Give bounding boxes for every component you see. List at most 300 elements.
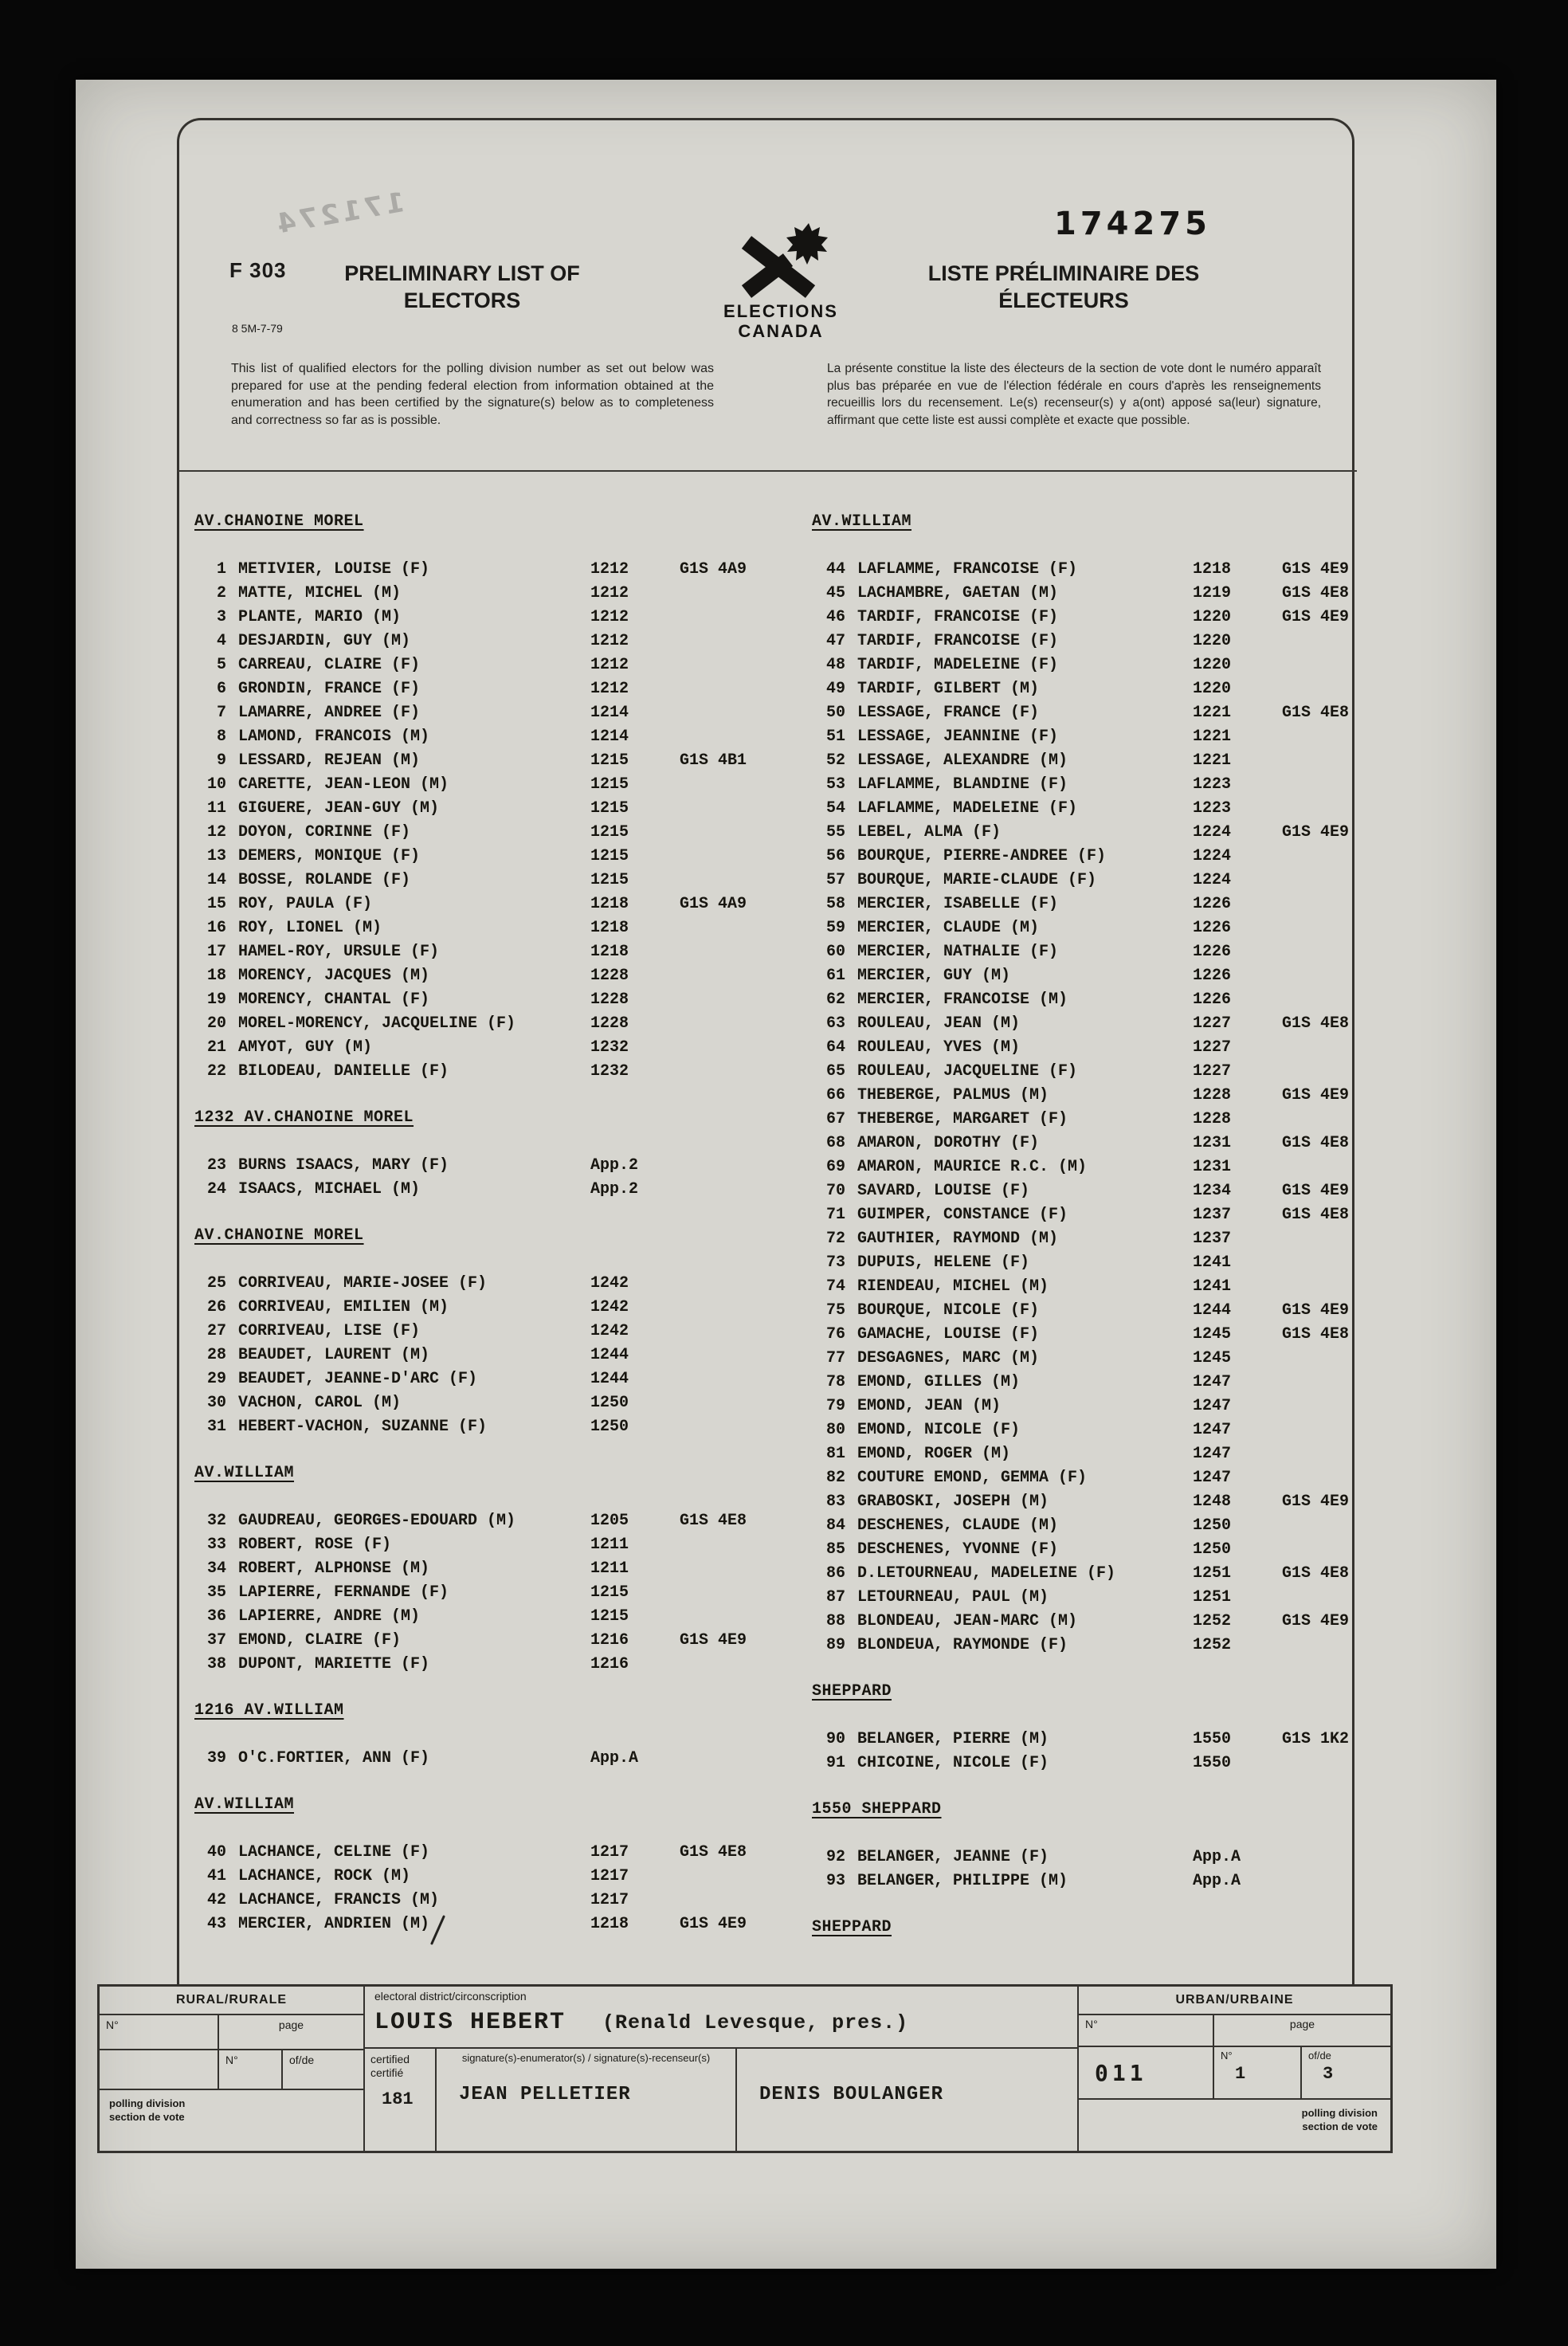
elector-number: 23	[206, 1156, 226, 1175]
elector-row	[191, 1747, 753, 1771]
civic-number: 1232	[590, 1038, 629, 1057]
elector-number: 32	[206, 1512, 226, 1530]
rural-label: RURAL/RURALE	[100, 1987, 363, 2015]
civic-number: 1215	[590, 751, 629, 770]
certified-label-fr: certifié	[370, 2066, 404, 2079]
district-block	[365, 1987, 1079, 2151]
civic-number: 1231	[1193, 1158, 1232, 1176]
elector-name: DUPUIS, HELENE (F)	[857, 1253, 1030, 1272]
civic-number: 1247	[1193, 1373, 1232, 1391]
postal-code	[680, 940, 753, 964]
elector-row	[809, 677, 1358, 701]
elector-name: EMOND, JEAN (M)	[857, 1397, 1002, 1415]
elector-name: DESGAGNES, MARC (M)	[857, 1349, 1040, 1367]
civic-number: 1212	[590, 632, 629, 650]
postal-code	[680, 988, 753, 1012]
elector-name: O'C.FORTIER, ANN (F)	[238, 1749, 430, 1767]
elector-row	[809, 1728, 1358, 1752]
elector-number: 40	[206, 1843, 226, 1862]
elector-number: 37	[206, 1631, 226, 1650]
elector-number: 58	[825, 895, 845, 913]
street-heading: AV.WILLIAM	[194, 1795, 295, 1814]
elector-name: ROULEAU, JEAN (M)	[857, 1014, 1021, 1033]
polling-division-en-urban: polling division	[1301, 2107, 1378, 2119]
elector-number: 16	[206, 919, 226, 937]
title-french	[916, 260, 1211, 314]
title-french-line1: LISTE PRÉLIMINAIRE DES	[927, 261, 1200, 285]
civic-number: 1237	[1193, 1230, 1232, 1248]
urban-page-cell	[1214, 2047, 1302, 2098]
elector-row	[191, 797, 753, 821]
elector-row	[809, 749, 1358, 773]
civic-number: 1217	[590, 1867, 629, 1885]
postal-code	[680, 653, 753, 677]
elector-row	[191, 1296, 753, 1320]
elector-name: BEAUDET, LAURENT (M)	[238, 1346, 430, 1364]
polling-division-fr-urban: section de vote	[1302, 2120, 1378, 2132]
elector-name: DEMERS, MONIQUE (F)	[238, 847, 421, 865]
elector-name: TARDIF, FRANCOISE (F)	[857, 632, 1059, 650]
postal-code: G1S 4E9	[1282, 608, 1350, 626]
civic-number: 1232	[590, 1062, 629, 1081]
elector-row	[809, 1869, 1358, 1893]
elector-row	[809, 773, 1358, 797]
civic-number: 1218	[590, 919, 629, 937]
elector-number: 27	[206, 1322, 226, 1340]
ghost-stamp: 171274	[271, 186, 408, 241]
elector-number: 73	[825, 1253, 845, 1272]
postal-code	[1282, 677, 1358, 701]
street-heading: AV.WILLIAM	[194, 1464, 295, 1482]
postal-code	[680, 677, 753, 701]
elector-number: 60	[825, 943, 845, 961]
urban-page-total: 3	[1323, 2064, 1334, 2084]
elector-name: SAVARD, LOUISE (F)	[857, 1182, 1030, 1200]
postal-code	[680, 1605, 753, 1629]
civic-number: 1214	[590, 728, 629, 746]
elector-number: 4	[216, 632, 226, 650]
postal-code	[1282, 988, 1358, 1012]
elector-number: 65	[825, 1062, 845, 1081]
elector-name: DUPONT, MARIETTE (F)	[238, 1655, 430, 1673]
civic-number: 1550	[1193, 1754, 1232, 1772]
civic-number: 1241	[1193, 1253, 1232, 1272]
postal-code	[1282, 1586, 1358, 1610]
street-section	[191, 510, 753, 1084]
civic-number: 1212	[590, 656, 629, 674]
postal-code	[680, 1178, 753, 1202]
elector-name: CHICOINE, NICOLE (F)	[857, 1754, 1049, 1772]
civic-number: 1237	[1193, 1206, 1232, 1224]
postal-code	[680, 1533, 753, 1557]
elector-row	[809, 1490, 1358, 1514]
elector-row	[809, 892, 1358, 916]
postal-code	[680, 1367, 753, 1391]
elector-name: MORENCY, CHANTAL (F)	[238, 991, 430, 1009]
elector-name: CORRIVEAU, MARIE-JOSEE (F)	[238, 1274, 488, 1293]
elector-number: 9	[216, 751, 226, 770]
elector-row	[809, 940, 1358, 964]
elector-row	[809, 1179, 1358, 1203]
postal-code	[680, 1865, 753, 1889]
urban-block	[1079, 1987, 1390, 2151]
elector-number: 24	[206, 1180, 226, 1198]
street-heading: AV.WILLIAM	[812, 512, 912, 531]
elector-name: MORENCY, JACQUES (M)	[238, 967, 430, 985]
civic-number: 1231	[1193, 1134, 1232, 1152]
rural-no-label-2: N°	[219, 2050, 283, 2089]
civic-number: 1234	[1193, 1182, 1232, 1200]
postal-code	[1282, 869, 1358, 892]
elector-number: 30	[206, 1394, 226, 1412]
elector-number: 49	[825, 680, 845, 698]
postal-code	[680, 1320, 753, 1344]
elector-row	[191, 964, 753, 988]
postal-code: G1S 4E8	[1282, 704, 1350, 722]
elector-number: 83	[825, 1493, 845, 1511]
elector-name: LEBEL, ALMA (F)	[857, 823, 1002, 842]
elector-number: 79	[825, 1397, 845, 1415]
elector-row	[191, 582, 753, 606]
elector-number: 74	[825, 1277, 845, 1296]
elector-name: DOYON, CORINNE (F)	[238, 823, 411, 842]
elector-number: 46	[825, 608, 845, 626]
elector-name: D.LETOURNEAU, MADELEINE (F)	[857, 1564, 1116, 1583]
elector-name: LESSAGE, JEANNINE (F)	[857, 728, 1059, 746]
civic-number: 1215	[590, 775, 629, 794]
elector-number: 68	[825, 1134, 845, 1152]
civic-number: 1247	[1193, 1445, 1232, 1463]
postal-code	[1282, 1036, 1358, 1060]
signature-label: signature(s)-enumerator(s) / signature(s)-recenseur(s)	[461, 2052, 711, 2064]
postal-code	[1282, 1275, 1358, 1299]
elector-name: LAFLAMME, BLANDINE (F)	[857, 775, 1068, 794]
elector-row	[809, 916, 1358, 940]
civic-number: 1245	[1193, 1325, 1232, 1344]
elector-number: 52	[825, 751, 845, 770]
elector-name: CARREAU, CLAIRE (F)	[238, 656, 421, 674]
elector-number: 3	[216, 608, 226, 626]
district-label: electoral district/circonscription	[374, 1990, 527, 2003]
civic-number: 1247	[1193, 1397, 1232, 1415]
elector-number: 19	[206, 991, 226, 1009]
civic-number: 1251	[1193, 1564, 1232, 1583]
postal-code	[680, 916, 753, 940]
postal-code	[680, 1154, 753, 1178]
elector-number: 59	[825, 919, 845, 937]
civic-number: 1215	[590, 847, 629, 865]
elector-number: 53	[825, 775, 845, 794]
elector-name: LAPIERRE, FERNANDE (F)	[238, 1583, 449, 1602]
elector-name: COUTURE EMOND, GEMMA (F)	[857, 1469, 1088, 1487]
paper	[76, 80, 1496, 2269]
elector-name: LETOURNEAU, PAUL (M)	[857, 1588, 1049, 1606]
serial-number-stamp: 174275	[1054, 206, 1211, 242]
elector-name: GAUTHIER, RAYMOND (M)	[857, 1230, 1059, 1248]
urban-page-number: 1	[1235, 2064, 1246, 2084]
polling-division-en: polling division	[109, 2097, 186, 2109]
rural-ofde-label: of/de	[289, 2054, 315, 2066]
elector-row	[191, 940, 753, 964]
elector-name: DESCHENES, YVONNE (F)	[857, 1540, 1059, 1559]
postal-code	[680, 797, 753, 821]
elector-row	[191, 1889, 753, 1912]
certification-row	[365, 2049, 1077, 2151]
elector-row	[191, 749, 753, 773]
postal-code	[680, 701, 753, 725]
civic-number: 1242	[590, 1298, 629, 1316]
elector-name: ROULEAU, YVES (M)	[857, 1038, 1021, 1057]
street-section	[191, 1461, 753, 1677]
urban-no-page-row	[1079, 2015, 1390, 2047]
elector-name: LACHANCE, ROCK (M)	[238, 1867, 411, 1885]
civic-number: App.A	[1193, 1848, 1241, 1866]
elector-number: 5	[216, 656, 226, 674]
street-section	[809, 1916, 1358, 1940]
postal-code: G1S 4E9	[1282, 1493, 1350, 1511]
elector-name: BELANGER, JEANNE (F)	[857, 1848, 1049, 1866]
elector-number: 92	[825, 1848, 845, 1866]
postal-code	[1282, 1395, 1358, 1418]
elector-name: BLONDEUA, RAYMONDE (F)	[857, 1636, 1068, 1654]
enumerator-signature-1: JEAN PELLETIER	[459, 2084, 631, 2105]
elector-row	[809, 845, 1358, 869]
elector-name: AMYOT, GUY (M)	[238, 1038, 373, 1057]
elector-row	[809, 1347, 1358, 1371]
urban-label: URBAN/URBAINE	[1079, 1987, 1390, 2015]
polling-division-number: 181	[382, 2089, 414, 2109]
civic-number: 1226	[1193, 895, 1232, 913]
civic-number: 1224	[1193, 871, 1232, 889]
signature-cell-2	[737, 2049, 1077, 2151]
civic-number: 1212	[590, 680, 629, 698]
civic-number: 1215	[590, 799, 629, 818]
elector-number: 12	[206, 823, 226, 842]
postal-code	[680, 1557, 753, 1581]
elector-number: 18	[206, 967, 226, 985]
elector-name: THEBERGE, MARGARET (F)	[857, 1110, 1068, 1128]
elector-number: 25	[206, 1274, 226, 1293]
intro-paragraph-french: La présente constitue la liste des électeurs de la section de vote dont le numéro apparaît plus bas préparée en vue de l'élection fédérale en cours d'après les renseignements recueillis lors du recensement. Le(s) recenseur(s) y a(ont) apposé sa(leur) signature, affirmant que cette liste est aussi complète et exacte que possible.	[827, 362, 1321, 427]
civic-number: 1224	[1193, 847, 1232, 865]
elector-name: ROY, PAULA (F)	[238, 895, 373, 913]
elector-name: ROBERT, ROSE (F)	[238, 1536, 392, 1554]
urban-values-row	[1079, 2047, 1390, 2100]
intro-paragraph-english: This list of qualified electors for the polling division number as set out below was prepared for use at the pending federal election from information obtained at the enumeration and has been certified by the signature(s) below as to completeness and correctness so far as is possible.	[231, 362, 714, 427]
elector-number: 35	[206, 1583, 226, 1602]
elector-number: 33	[206, 1536, 226, 1554]
elector-name: MERCIER, ISABELLE (F)	[857, 895, 1059, 913]
elector-row	[809, 1442, 1358, 1466]
civic-number: 1216	[590, 1655, 629, 1673]
elector-row	[809, 701, 1358, 725]
civic-number: 1226	[1193, 967, 1232, 985]
elector-name: AMARON, DOROTHY (F)	[857, 1134, 1040, 1152]
street-section	[809, 1680, 1358, 1775]
postal-code: G1S 4E8	[1282, 1206, 1350, 1224]
elector-name: RIENDEAU, MICHEL (M)	[857, 1277, 1049, 1296]
civic-number: 1216	[590, 1631, 629, 1650]
postal-code	[1282, 964, 1358, 988]
postal-code	[680, 964, 753, 988]
civic-number: 1226	[1193, 991, 1232, 1009]
elector-number: 69	[825, 1158, 845, 1176]
civic-number: 1218	[590, 895, 629, 913]
street-section	[191, 1793, 753, 1936]
elector-name: ISAACS, MICHAEL (M)	[238, 1180, 421, 1198]
civic-number: 1220	[1193, 656, 1232, 674]
civic-number: 1227	[1193, 1038, 1232, 1057]
urban-page-no-label: N°	[1221, 2050, 1233, 2062]
elector-name: BELANGER, PHILIPPE (M)	[857, 1872, 1068, 1890]
civic-number: 1221	[1193, 704, 1232, 722]
postal-code	[680, 1296, 753, 1320]
elector-name: LESSAGE, ALEXANDRE (M)	[857, 751, 1068, 770]
rural-no-label: N°	[100, 2015, 219, 2049]
elector-name: DESCHENES, CLAUDE (M)	[857, 1516, 1059, 1535]
elector-row	[191, 821, 753, 845]
elector-number: 17	[206, 943, 226, 961]
civic-number: App.A	[590, 1749, 639, 1767]
postal-code	[1282, 1227, 1358, 1251]
elector-row	[191, 1272, 753, 1296]
elector-number: 88	[825, 1612, 845, 1630]
civic-number: 1212	[590, 560, 629, 579]
postal-code: G1S 4E8	[1282, 1325, 1350, 1344]
civic-number: 1228	[1193, 1110, 1232, 1128]
postal-code	[1282, 1752, 1358, 1775]
civic-number: 1228	[1193, 1086, 1232, 1104]
civic-number: 1250	[1193, 1540, 1232, 1559]
elector-number: 54	[825, 799, 845, 818]
postal-code	[1282, 892, 1358, 916]
elector-row	[809, 1251, 1358, 1275]
elector-row	[809, 1586, 1358, 1610]
elector-name: MERCIER, GUY (M)	[857, 967, 1011, 985]
elector-number: 42	[206, 1891, 226, 1909]
elector-row	[191, 1415, 753, 1439]
civic-number: 1228	[590, 991, 629, 1009]
elector-number: 2	[216, 584, 226, 602]
elector-row	[191, 701, 753, 725]
form-print-code: 8 5M-7-79	[232, 322, 283, 335]
civic-number: App.2	[590, 1156, 639, 1175]
elector-row	[191, 1391, 753, 1415]
elector-name: CORRIVEAU, LISE (F)	[238, 1322, 421, 1340]
civic-number: App.2	[590, 1180, 639, 1198]
elector-row	[809, 606, 1358, 630]
civic-number: 1250	[590, 1418, 629, 1436]
elector-row	[191, 1344, 753, 1367]
elector-row	[809, 1084, 1358, 1108]
elector-number: 64	[825, 1038, 845, 1057]
elector-number: 21	[206, 1038, 226, 1057]
elector-row	[191, 653, 753, 677]
elector-number: 62	[825, 991, 845, 1009]
elector-row	[809, 1610, 1358, 1634]
postal-code	[1282, 749, 1358, 773]
street-section	[191, 1224, 753, 1439]
certified-label-en: certified	[370, 2053, 410, 2066]
elector-row	[191, 558, 753, 582]
elector-row	[191, 916, 753, 940]
civic-number: 1252	[1193, 1636, 1232, 1654]
elector-row	[809, 1538, 1358, 1562]
elector-row	[191, 1060, 753, 1084]
elector-name: BOSSE, ROLANDE (F)	[238, 871, 411, 889]
elector-row	[191, 988, 753, 1012]
elector-row	[191, 725, 753, 749]
civic-number: 1244	[1193, 1301, 1232, 1320]
elector-name: VACHON, CAROL (M)	[238, 1394, 402, 1412]
elector-name: BEAUDET, JEANNE-D'ARC (F)	[238, 1370, 478, 1388]
elector-name: MOREL-MORENCY, JACQUELINE (F)	[238, 1014, 516, 1033]
postal-code: G1S 4E8	[680, 1512, 747, 1530]
elector-name: CORRIVEAU, EMILIEN (M)	[238, 1298, 449, 1316]
elector-number: 10	[206, 775, 226, 794]
postal-code	[1282, 1846, 1358, 1869]
postal-code	[1282, 1155, 1358, 1179]
civic-number: 1226	[1193, 943, 1232, 961]
elector-name: TARDIF, GILBERT (M)	[857, 680, 1040, 698]
elector-row	[191, 1178, 753, 1202]
elector-name: AMARON, MAURICE R.C. (M)	[857, 1158, 1088, 1176]
postal-code: G1S 4E9	[1282, 1086, 1350, 1104]
postal-code: G1S 4A9	[680, 895, 747, 913]
elector-name: BURNS ISAACS, MARY (F)	[238, 1156, 449, 1175]
elector-number: 93	[825, 1872, 845, 1890]
header-divider	[177, 470, 1357, 472]
civic-number: 1219	[1193, 584, 1232, 602]
civic-number: 1247	[1193, 1421, 1232, 1439]
elector-list-column-left	[191, 510, 753, 1936]
elector-row	[809, 582, 1358, 606]
postal-code: G1S 4E8	[1282, 584, 1350, 602]
civic-number: 1212	[590, 608, 629, 626]
postal-code	[680, 1415, 753, 1439]
elector-name: ROBERT, ALPHONSE (M)	[238, 1559, 430, 1578]
postal-code	[680, 1889, 753, 1912]
elector-row	[809, 821, 1358, 845]
elector-row	[191, 1841, 753, 1865]
elector-name: LAFLAMME, MADELEINE (F)	[857, 799, 1078, 818]
elector-name: CARETTE, JEAN-LEON (M)	[238, 775, 449, 794]
elector-number: 71	[825, 1206, 845, 1224]
elector-row	[191, 773, 753, 797]
signature-cell-1	[437, 2049, 737, 2151]
district-name-row	[374, 2009, 1068, 2036]
postal-code: G1S 4E9	[1282, 1182, 1350, 1200]
elector-row	[809, 630, 1358, 653]
elector-name: EMOND, CLAIRE (F)	[238, 1631, 402, 1650]
elector-row	[809, 1203, 1358, 1227]
elector-number: 1	[216, 560, 226, 579]
elector-name: EMOND, ROGER (M)	[857, 1445, 1011, 1463]
elector-row	[809, 1227, 1358, 1251]
elector-name: BOURQUE, MARIE-CLAUDE (F)	[857, 871, 1097, 889]
street-section	[809, 510, 1358, 1658]
postal-code	[680, 845, 753, 869]
elector-name: LESSAGE, FRANCE (F)	[857, 704, 1040, 722]
elector-row	[191, 1533, 753, 1557]
title-french-line2: ÉLECTEURS	[998, 288, 1129, 312]
postal-code	[680, 606, 753, 630]
postal-code	[1282, 653, 1358, 677]
postal-code	[1282, 1869, 1358, 1893]
postal-code: G1S 4E9	[680, 1915, 747, 1933]
elector-name: GAMACHE, LOUISE (F)	[857, 1325, 1040, 1344]
postal-code	[1282, 1251, 1358, 1275]
